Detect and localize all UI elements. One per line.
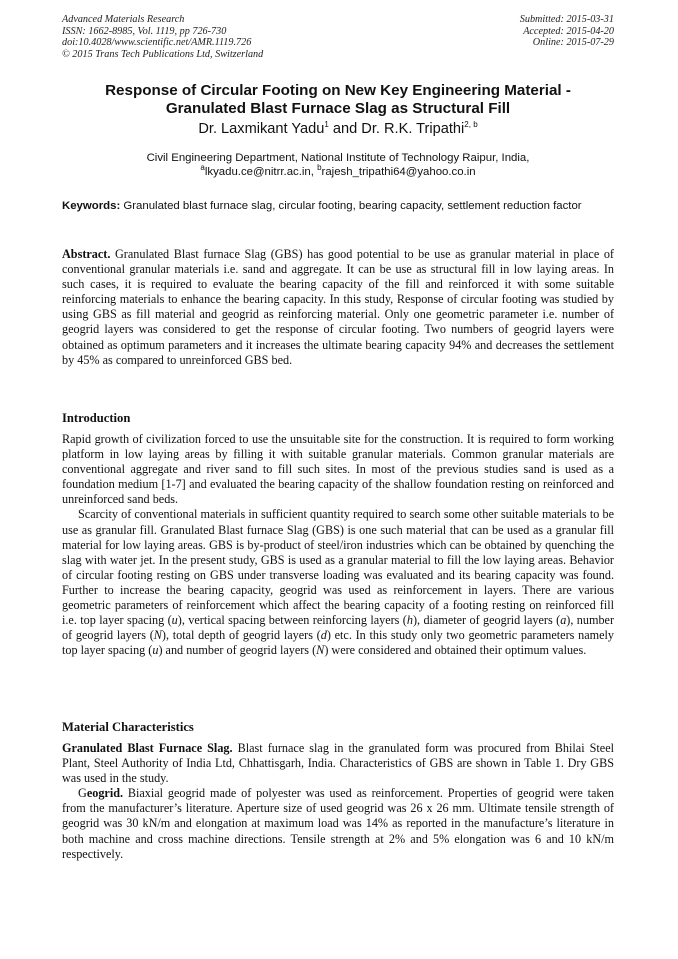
affiliation [62,151,614,179]
journal-copyright: © 2015 Trans Tech Publications Ltd, Switzerland [62,48,264,60]
author-1: Dr. Laxmikant Yadu [198,121,325,137]
email-b-mark: b [317,163,322,173]
abstract-label: Abstract. [62,247,111,261]
accepted-date: Accepted: 2015-04-20 [523,25,614,37]
introduction-body [62,432,614,658]
intro-p2-text-a: Scarcity of conventional materials in sufficient quantity required to search some other suitable materials to be use as granular fill. Granulated Blast furnace Slag (GBS) is one such material that can be used as a granular fill material for low laying areas. GBS is by-product of steel/iron industries which can be obtained by quenching the slag with water jet. In the present study, GBS is used as a granular material to fill the low laying areas. Behavior of circular footing resting on GBS under transverse loading was evaluated and its bearing capacity was found. Further to increase the bearing capacity, geogrid was used as reinforcement in layers. There are various geometric parameters of reinforcement which affect the bearing capacity of a footing resting on reinforced fill i.e. top layer spacing ( [62,507,614,628]
keywords-section [62,199,614,213]
intro-p2-text-d: ), number of geogrid layers ( [62,613,615,643]
author-list [62,121,614,138]
email-a-link[interactable]: lkyadu.ce@nitrr.ac.in, [204,166,314,178]
geogrid-label: eogrid. [86,786,124,801]
symbol-n: N [153,628,162,643]
intro-p2-text-b: ), vertical spacing between reinforcing layers ( [177,613,407,628]
author-conjunction: and [328,121,362,137]
symbol-u-second: u [152,643,159,658]
symbol-d: d [320,628,327,643]
title-line-1: Response of Circular Footing on New Key Engineering Material - [105,82,571,99]
intro-p2-text-e: ), total depth of geogrid layers ( [161,628,321,643]
keywords-label: Keywords: [62,200,121,212]
online-date: Online: 2015-07-29 [532,37,614,49]
gbs-text: Blast furnace slag in the granulated form was procured from Bhilai Steel Plant, Steel Authority of India Ltd, Chhattisgarh, India. Characteristics of GBS are shown in Table 1. Dry GBS was used in the study. [62,741,615,786]
journal-issn: ISSN: 1662-8985, Vol. 1119, pp 726-730 [62,25,227,37]
email-b-link[interactable]: rajesh_tripathi64@yahoo.co.in [321,166,476,178]
intro-p2-text-c: ), diameter of geogrid layers ( [412,613,561,628]
submitted-date: Submitted: 2015-03-31 [519,14,614,25]
author-1-affiliation-mark: 1 [324,120,329,130]
symbol-u: u [171,613,178,628]
journal-name: Advanced Materials Research [62,14,185,25]
intro-p2-text-f: ) etc. In this study only two geometric parameters namely top layer spacing ( [62,628,614,658]
introduction-heading: Introduction [62,411,131,425]
author-2: Dr. R.K. Tripathi [361,121,465,137]
journal-header-right [520,14,614,49]
keywords-text: Granulated blast furnace slag, circular footing, bearing capacity, settlement reduction factor [120,200,582,212]
author-2-affiliation-mark: 2, b [464,120,478,130]
affiliation-emails [62,165,614,179]
gbs-label: Granulated Blast Furnace Slag. [62,741,233,755]
abstract-text: Granulated Blast furnace Slag (GBS) has good potential to be use as granular material in place of conventional granular materials i.e. sand and aggregate. It can be use as structural fill in low laying areas. In such cases, it is required to evaluate the bearing capacity of the fill and reinforced it with some suitable reinforcing materials to enhance the bearing capacity. In this study, Response of circular footing was studied by using GBS as fill material and geogrid as reinforcing material. Only one geometric parameter i.e. number of geogrid layers was considered to get the response of circular footing. Two numbers of geogrid layers were obtained as optimum parameters and it increases the ultimate bearing capacity 94% and decreases the settlement by 45% as compared to unreinforced GBS bed. [62,247,614,367]
geogrid-text: Biaxial geogrid made of polyester was used as reinforcement. Properties of geogrid were taken from the manufacturer’s literature. Aperture size of used geogrid was 26 x 26 mm. Ultimate tensile strength of geogrid was 30 kN/m and elongation at maximum load was 14% as reported in the manufacture’s literature in both machine and cross machine directions. Tensile strength at 2% and 5% elongation was 6 and 10 kN/m respectively. [62,786,614,861]
materials-body [62,741,614,862]
geogrid-paragraph [62,786,614,861]
paper-title [62,82,614,119]
symbol-n-second: N [316,643,325,658]
gbs-paragraph [62,741,614,786]
abstract-section [62,247,614,368]
symbol-a: a [560,613,567,628]
journal-doi: doi:10.4028/www.scientific.net/AMR.1119.726 [62,37,252,49]
email-a-mark: a [200,163,205,173]
introduction-paragraph-2 [62,507,614,658]
material-characteristics-heading: Material Characteristics [62,720,194,734]
intro-p2-text-h: ) were considered and obtained their optimum values. [324,643,587,658]
geogrid-label-initial: G [78,786,87,801]
title-line-2: Granulated Blast Furnace Slag as Structural Fill [165,100,511,118]
intro-p2-text-g: ) and number of geogrid layers ( [158,643,317,658]
symbol-h: h [406,613,413,628]
journal-header-left [62,14,263,60]
affiliation-department: Civil Engineering Department, National Institute of Technology Raipur, India, [146,152,530,164]
introduction-paragraph-1: Rapid growth of civilization forced to use the unsuitable site for the construction. It is required to form working platform in low laying areas by filling it with suitable granular materials. Common granular materials are conventional aggregate and river sand to fill such sites. In most of the previous studies sand is used as a foundation medium [1-7] and evaluated the bearing capacity of the shallow foundation resting on reinforced and unreinforced sand beds. [62,432,614,507]
